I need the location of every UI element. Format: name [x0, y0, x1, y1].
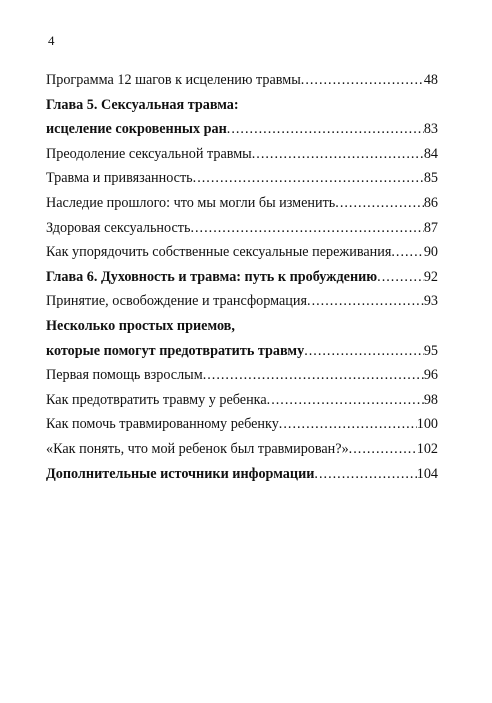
toc-chapter-entry — [46, 339, 438, 364]
toc-entry — [46, 412, 438, 437]
toc-chapter-entry — [46, 117, 438, 142]
toc-entry — [46, 216, 438, 241]
toc-dot-leader — [335, 191, 424, 216]
toc-entry-title: Как упорядочить собственные сексуальные переживания — [46, 244, 392, 261]
toc-entry-page: 92 — [423, 268, 438, 285]
toc-dot-leader — [227, 117, 424, 142]
toc-entry — [46, 289, 438, 314]
toc-entry — [46, 437, 438, 462]
toc-entry-title: Как помочь травмированному ребенку — [46, 416, 279, 433]
toc-entry — [46, 388, 438, 413]
toc-entry-page: 102 — [416, 440, 438, 457]
toc-chapter-entry — [46, 462, 438, 487]
toc-entry-page: 86 — [423, 194, 438, 211]
toc-entry — [46, 142, 438, 167]
toc-entry-page: 104 — [416, 465, 438, 482]
toc-entry-title: Преодоление сексуальной травмы — [46, 145, 252, 162]
toc-entry — [46, 68, 438, 93]
toc-entry-page: 93 — [423, 293, 438, 310]
toc-chapter-entry — [46, 265, 438, 290]
toc-entry-page: 100 — [416, 416, 438, 433]
toc-entry-title: Травма и привязанность — [46, 170, 193, 187]
toc-entry-title: которые помогут предотвратить травму — [46, 342, 305, 359]
toc-chapter-heading — [46, 314, 438, 339]
toc-dot-leader — [252, 142, 424, 167]
toc-dot-leader — [279, 412, 417, 437]
toc-entry-title: Глава 6. Духовность и травма: путь к пробуждению — [46, 268, 378, 285]
toc-entry-page: 90 — [423, 244, 438, 261]
toc-entry — [46, 166, 438, 191]
toc-entry-page: 84 — [423, 145, 438, 162]
toc-entry-title: Первая помощь взрослым — [46, 367, 203, 384]
toc-dot-leader — [193, 166, 424, 191]
toc-entry-title: Здоровая сексуальность — [46, 219, 191, 236]
toc-chapter-heading — [46, 93, 438, 118]
toc-entry-page: 98 — [423, 391, 438, 408]
toc-entry-page: 96 — [423, 367, 438, 384]
toc-entry-page: 87 — [423, 219, 438, 236]
toc-entry — [46, 363, 438, 388]
toc-entry-page: 95 — [423, 342, 438, 359]
page-number: 4 — [48, 33, 55, 48]
toc-dot-leader — [349, 437, 417, 462]
toc-entry-page: 48 — [423, 72, 438, 88]
toc-dot-leader — [314, 462, 416, 487]
toc-entry — [46, 240, 438, 265]
toc-entry-title: Наследие прошлого: что мы могли бы изменить — [46, 194, 336, 211]
toc-dot-leader — [190, 216, 423, 241]
toc-entry-page: 85 — [423, 170, 438, 187]
toc-entry-title: Несколько простых приемов, — [46, 317, 235, 334]
toc-entry-title: Глава 5. Сексуальная травма: — [46, 96, 239, 113]
toc-dot-leader — [307, 289, 424, 314]
toc-entry-page: 83 — [423, 121, 438, 138]
toc-entry — [46, 191, 438, 216]
toc-entry-title: Дополнительные источники информации — [46, 465, 315, 482]
toc-entry-title: исцеление сокровенных ран — [46, 121, 227, 138]
toc-dot-leader — [304, 339, 424, 364]
toc-dot-leader — [377, 265, 424, 290]
toc-dot-leader — [203, 363, 424, 388]
table-of-contents — [46, 68, 438, 486]
toc-dot-leader — [391, 240, 423, 265]
toc-dot-leader — [267, 388, 424, 413]
toc-entry-title: Программа 12 шагов к исцелению травмы — [46, 72, 301, 88]
toc-entry-title: «Как понять, что мой ребенок был травмирован?» — [46, 440, 349, 457]
toc-dot-leader — [301, 68, 424, 93]
toc-entry-title: Принятие, освобождение и трансформация — [46, 293, 308, 310]
toc-entry-title: Как предотвратить травму у ребенка — [46, 391, 267, 408]
